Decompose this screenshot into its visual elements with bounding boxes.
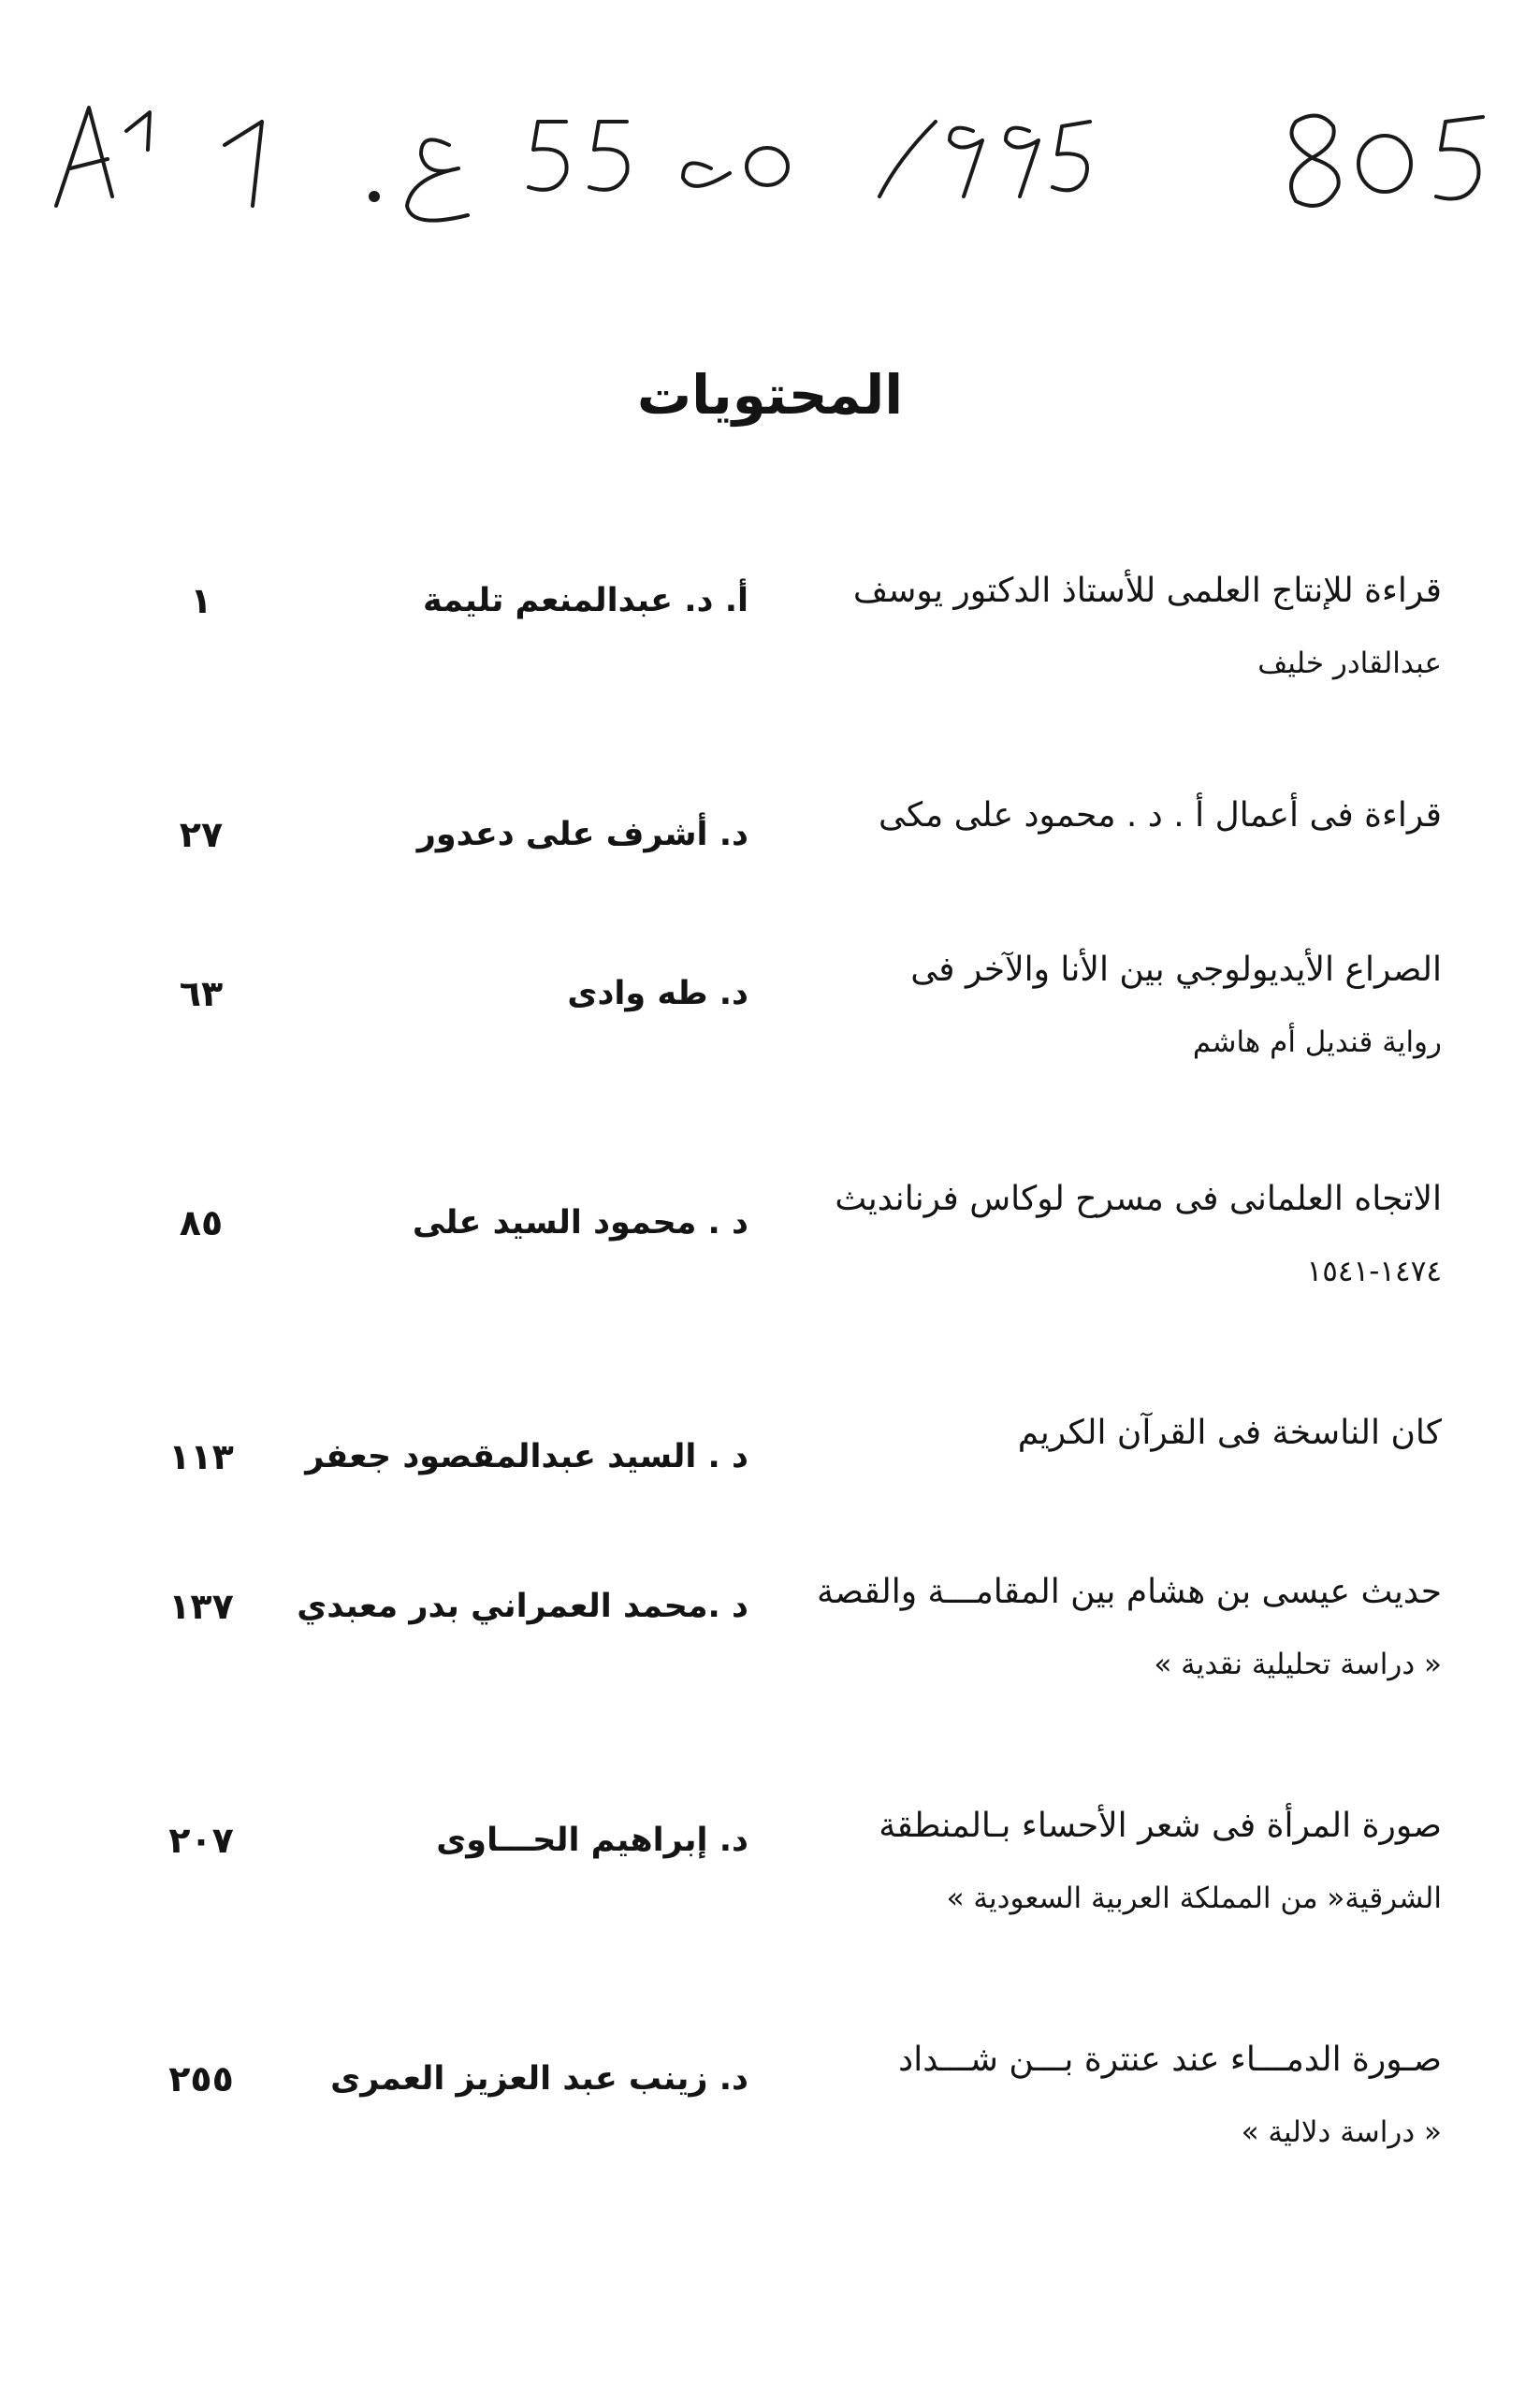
entry-title [731, 2021, 1442, 2165]
entry-author: د . محمود السيد على [412, 1204, 748, 1242]
entry-page-number: ١ [190, 580, 212, 621]
page-title: المحتويات [636, 363, 904, 427]
entry-title-line1: قراءة فى أعمال أ . د . محمود على مكى [879, 796, 1442, 835]
entry-author: د. طه وادى [567, 975, 748, 1012]
entry-title [731, 552, 1442, 696]
entry-page-number: ٢٧ [179, 814, 224, 855]
entry-title [731, 1160, 1442, 1304]
entry-title-line2: الشرقية« من المملكة العربية السعودية » [946, 1881, 1442, 1915]
entry-title-line1: الصراع الأيديولوجي بين الأنا والآخر فى [910, 951, 1442, 989]
entry-title-line2: عبدالقادر خليف [1257, 646, 1442, 680]
entry-title-line1: كان الناسخة فى القرآن الكريم [1017, 1414, 1442, 1452]
entry-author: د. زينب عبد العزيز العمرى [330, 2060, 748, 2098]
entry-author: د .محمد العمراني بدر معبدي [297, 1588, 748, 1625]
entry-author: د. أشرف على دعدور [416, 816, 748, 853]
entry-page-number: ١١٣ [168, 1436, 234, 1477]
entry-page-number: ٢٥٥ [168, 2058, 234, 2099]
entry-title [731, 931, 1442, 1075]
entry-title [731, 777, 1442, 855]
entry-title-line1: صورة المرأة فى شعر الأحساء بـالمنطقة [879, 1807, 1442, 1845]
entry-title-line1: صـورة الدمـــاء عند عنترة بـــن شـــداد [898, 2041, 1442, 2079]
entry-title-line2: « دراسة تحليلية نقدية » [1154, 1648, 1442, 1681]
entry-page-number: ٦٣ [179, 973, 224, 1014]
entry-title-line2: رواية قنديل أم هاشم [1192, 1025, 1442, 1059]
entry-page-number: ٨٥ [179, 1202, 224, 1243]
entry-title [731, 1394, 1442, 1473]
entry-author: أ. د. عبدالمنعم تليمة [422, 582, 748, 619]
entry-title [731, 1553, 1442, 1697]
entry-page-number: ١٣٧ [168, 1586, 234, 1627]
entry-title-line2: ١٤٧٤-١٥٤١ [1306, 1255, 1442, 1288]
entry-title [731, 1787, 1442, 1931]
entry-author: د. إبراهيم الحـــاوى [436, 1822, 748, 1859]
entry-title-line1: حديث عيسى بن هشام بين المقامـــة والقصة [817, 1573, 1442, 1611]
entry-page-number: ٢٠٧ [168, 1820, 234, 1861]
entry-title-line1: الاتجاه العلمانى فى مسرح لوكاس فرنانديث [835, 1180, 1442, 1218]
entry-title-line2: « دراسة دلالية » [1241, 2115, 1442, 2149]
entry-title-line1: قراءة للإنتاج العلمى للأستاذ الدكتور يوسف [852, 572, 1442, 610]
entry-author: د . السيد عبدالمقصود جعفر [305, 1438, 748, 1475]
